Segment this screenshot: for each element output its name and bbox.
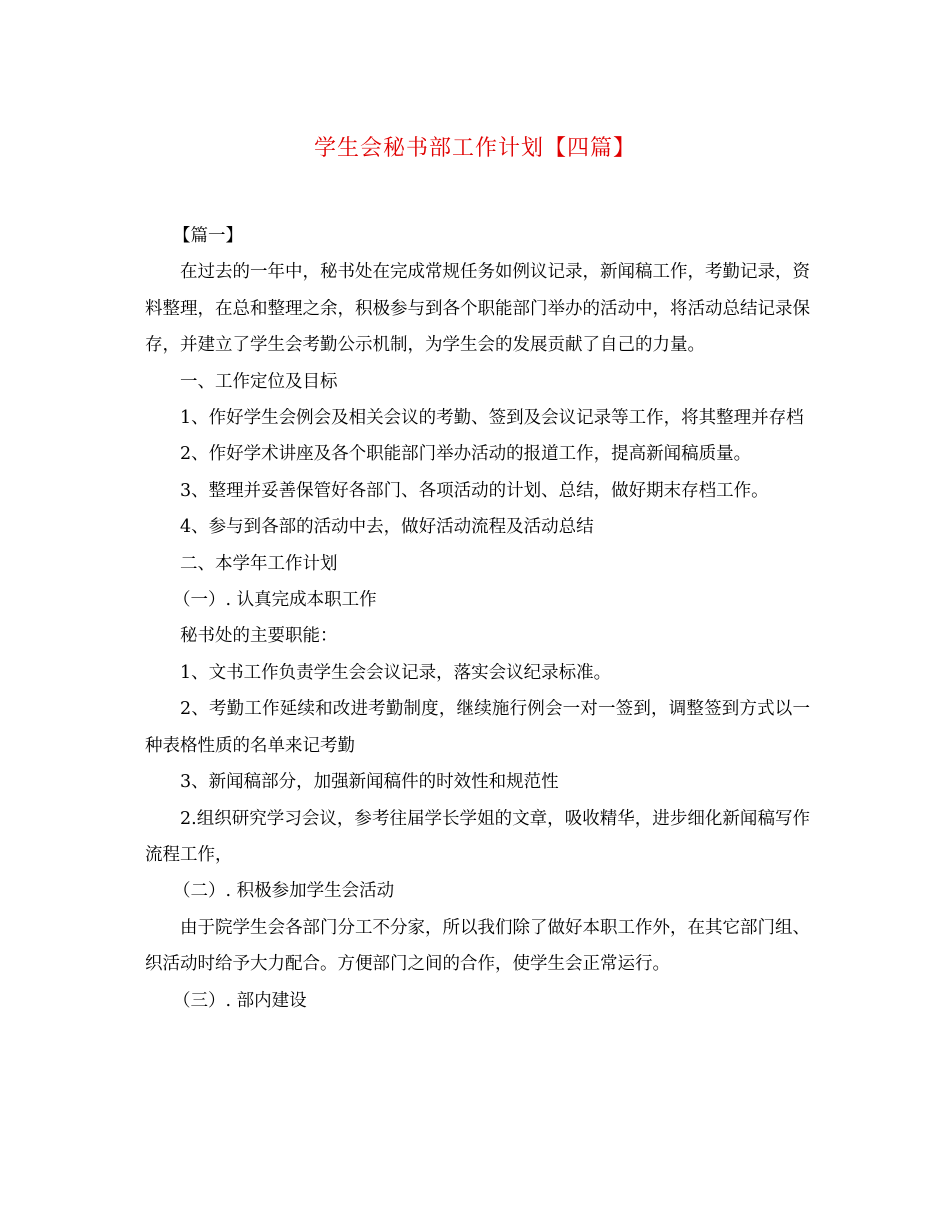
- duty-item-2: 2、考勤工作延续和改进考勤制度，继续施行例会一对一签到，调整签到方式以一种表格性质的名单来记考勤: [145, 699, 810, 756]
- document-body: [145, 218, 810, 1019]
- subsection-heading-activities: （二）. 积极参加学生会活动: [173, 881, 395, 902]
- subsection-heading-duties: （一）. 认真完成本职工作: [173, 590, 377, 611]
- intro-paragraph: 在过去的一年中，秘书处在完成常规任务如例议记录，新闻稿工作，考勤记录，资料整理，在总和整理之余，积极参与到各个职能部门举办的活动中，将活动总结记录保存，并建立了学生会考勤公示机制，为学生会的发展贡献了自己的力量。: [145, 262, 810, 356]
- section-heading-goals: 一、工作定位及目标: [180, 371, 338, 392]
- goal-item-1: 1、作好学生会例会及相关会议的考勤、签到及会议记录等工作，将其整理并存档: [180, 408, 804, 429]
- section-heading-part-one: 【篇一】: [173, 226, 243, 246]
- document-title: 学生会秘书部工作计划【四篇】: [313, 136, 636, 161]
- duties-intro: 秘书处的主要职能：: [180, 626, 338, 647]
- duty-item-4: 2.组织研究学习会议，参考往届学长学姐的文章，吸收精华，进步细化新闻稿写作流程工作，: [145, 808, 810, 865]
- subsection-heading-internal: （三）. 部内建设: [173, 990, 307, 1011]
- goal-item-3: 3、整理并妥善保管好各部门、各项活动的计划、总结，做好期末存档工作。: [180, 480, 769, 501]
- activities-paragraph: 由于院学生会各部门分工不分家，所以我们除了做好本职工作外，在其它部门组、织活动时给予大力配合。方便部门之间的合作，使学生会正常运行。: [145, 917, 810, 975]
- duty-item-3: 3、新闻稿部分，加强新闻稿件的时效性和规范性: [180, 772, 559, 793]
- goal-item-4: 4、参与到各部的活动中去，做好活动流程及活动总结: [180, 517, 594, 538]
- duty-item-1: 1、文书工作负责学生会会议记录，落实会议纪录标准。: [180, 662, 612, 683]
- goal-item-2: 2、作好学术讲座及各个职能部门举办活动的报道工作，提高新闻稿质量。: [180, 444, 752, 465]
- section-heading-plan: 二、本学年工作计划: [180, 553, 338, 574]
